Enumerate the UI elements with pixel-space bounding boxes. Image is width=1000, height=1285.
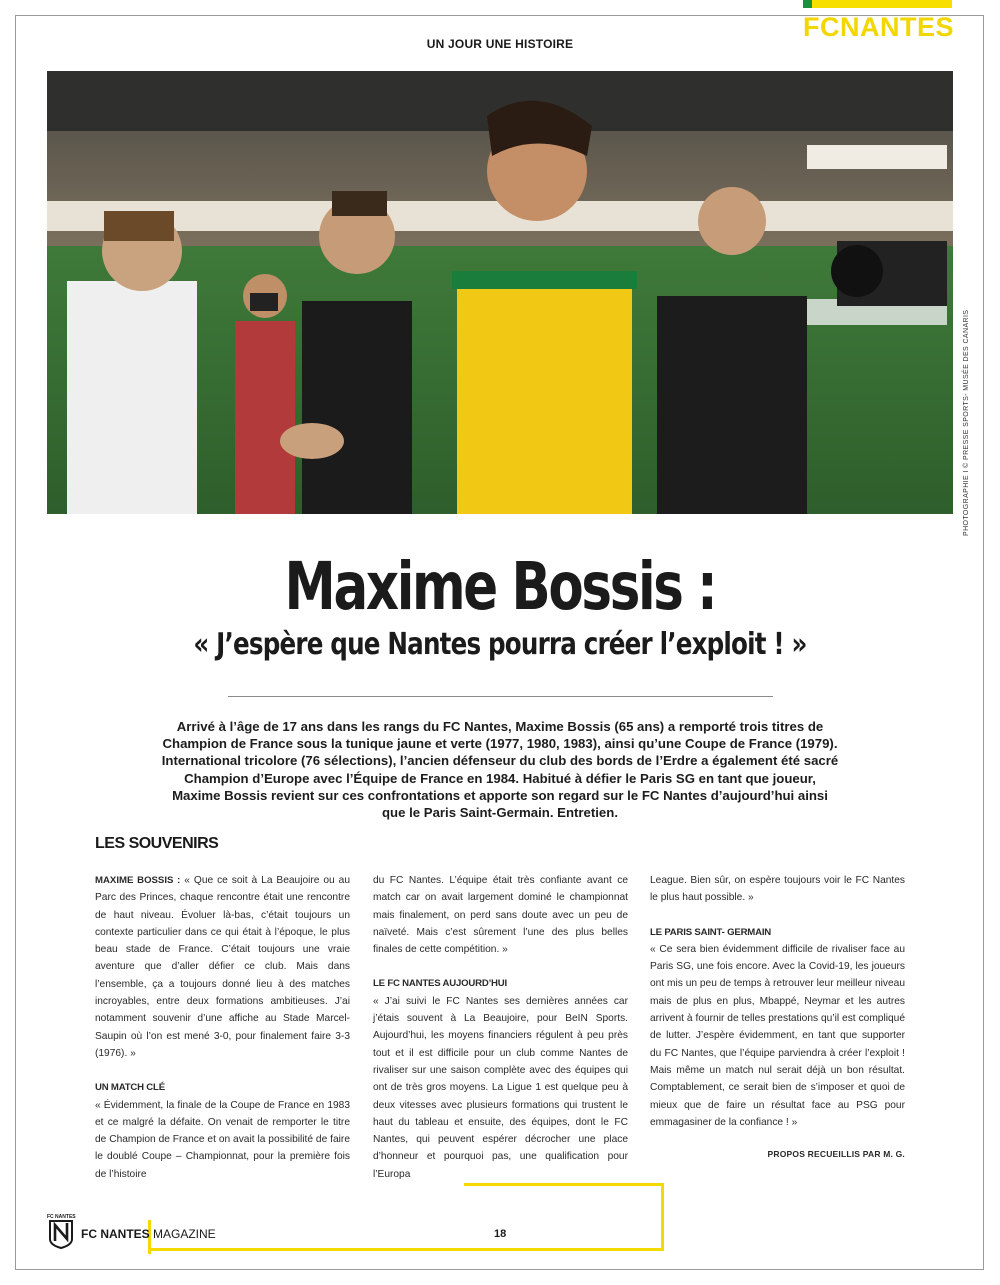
paragraph <box>95 872 350 1062</box>
article-column-3 <box>650 872 905 1163</box>
page-number: 18 <box>494 1228 507 1240</box>
article-column-1 <box>95 872 350 1200</box>
paragraph-text: « Que ce soit à La Beaujoire ou au Parc des Princes, chaque rencontre était une rencontre de haut niveau. Évoluer là-bas, c’était toujours un contexte particulier dans ce qui était à l’époque, le plus beau stade de France. C’était toujours une vraie aventure que d’aller défier ce club. Mais dans l’ensemble, ça a toujours donné lieu à des matches incroyables, entre deux formations ambitieuses. J’ai notamment souvenir d’une affiche au Stade Marcel-Saupin où l’on est mené 3-0, pour finalement faire 3-3 (1976). » <box>95 875 350 1059</box>
photo-credit: PHOTOGRAPHIE I © PRESSE SPORTS- MUSÉE DES CANARIS <box>963 309 970 536</box>
article-title: Maxime Bossis : <box>284 548 716 625</box>
magazine-name <box>81 1227 216 1241</box>
paragraph: « Évidemment, la finale de la Coupe de France en 1983 et ce malgré la défaite. On venait de remporter le titre de Champion de France et on avait la possibilité de faire le doublé Coupe – Championnat, pour la première fois de l’histoire <box>95 1099 350 1180</box>
section-heading: LES SOUVENIRS <box>95 835 219 852</box>
title-divider <box>228 696 773 697</box>
footer-accent-frame <box>148 1183 664 1251</box>
paragraph: du FC Nantes. L’équipe était très confiante avant ce match car on avait largement dominé le championnat mais finalement, on perd sans doute avec un peu de naïveté. Mais c’est sûrement l’une des plus belles finales de cette compétition. » <box>373 875 628 956</box>
logo-label: FC NANTES <box>47 1214 76 1220</box>
author-credit: PROPOS RECUEILLIS PAR M. G. <box>767 1149 905 1160</box>
magazine-name-light: MAGAZINE <box>153 1227 216 1241</box>
hero-photo <box>47 71 953 514</box>
speaker-label: MAXIME BOSSIS : <box>95 875 181 886</box>
article-subtitle: « J’espère que Nantes pourra créer l’exploit ! » <box>193 627 807 662</box>
intro-paragraph: Arrivé à l’âge de 17 ans dans les rangs du FC Nantes, Maxime Bossis (65 ans) a remporté trois titres de Champion de France sous la tunique jaune et verte (1977, 1980, 1983), ainsi qu’une Coupe de France (1979). International tricolore (76 sélections), l’ancien défenseur du club des bords de l’Erdre a également été sacré Champion d’Europe avec l’Équipe de France en 1984. Habitué à défier le Paris SG en tant que joueur, Maxime Bossis revient sur ces confrontations et apporte son regard sur le FC Nantes d’aujourd’hui ainsi que le Paris Saint-Germain. Entretien. <box>161 719 839 821</box>
subheading: LE FC NANTES AUJOURD’HUI <box>373 978 507 990</box>
paragraph: « Ce sera bien évidemment difficile de rivaliser face au Paris SG, une fois encore. Avec la Covid-19, les joueurs ont mis un peu de temps à retrouver leur meilleur niveau mais de plus en plus, Mbappé, Neymar et les autres arrivent à fournir de telles prestations qu’il est compliqué de lutter. J’espère évidemment, en tant que supporter du FC Nantes, que l’équipe parviendra à créer l’exploit ! Mais même un match nul serait déjà un bon résultat. Comptablement, ce serait bien de s’imposer et quoi de mieux que de faire un résultat face au PSG pour emmagasiner de la confiance ! » <box>650 943 905 1128</box>
subheading: LE PARIS SAINT- GERMAIN <box>650 926 772 938</box>
brand-color-bar <box>803 0 952 8</box>
handshake-photo-illustration <box>47 71 953 514</box>
brand-title: FCNANTES <box>803 12 954 42</box>
article-column-2 <box>373 872 628 1200</box>
section-kicker: UN JOUR UNE HISTOIRE <box>426 37 574 51</box>
paragraph: League. Bien sûr, on espère toujours voir le FC Nantes le plus haut possible. » <box>650 875 905 904</box>
subheading: UN MATCH CLÉ <box>95 1082 165 1094</box>
magazine-name-bold: FC NANTES <box>81 1227 150 1241</box>
paragraph: « J’ai suivi le FC Nantes ses dernières années car j’étais souvent à La Beaujoire, pour BeIN Sports. Aujourd’hui, les moyens financiers régulent à peu près tout et il est difficile pour un club comme Nantes de rivaliser sur une saison complète avec des équipes qui ont de très gros moyens. La Ligue 1 est quelque peu à deux vitesses avec plusieurs formations qui trustent le haut du tableau et ensuite, des équipes, dont le FC Nantes, qui peuvent espérer décrocher une place d’honneur et pourquoi pas, une qualification pour l’Europa <box>373 995 628 1180</box>
